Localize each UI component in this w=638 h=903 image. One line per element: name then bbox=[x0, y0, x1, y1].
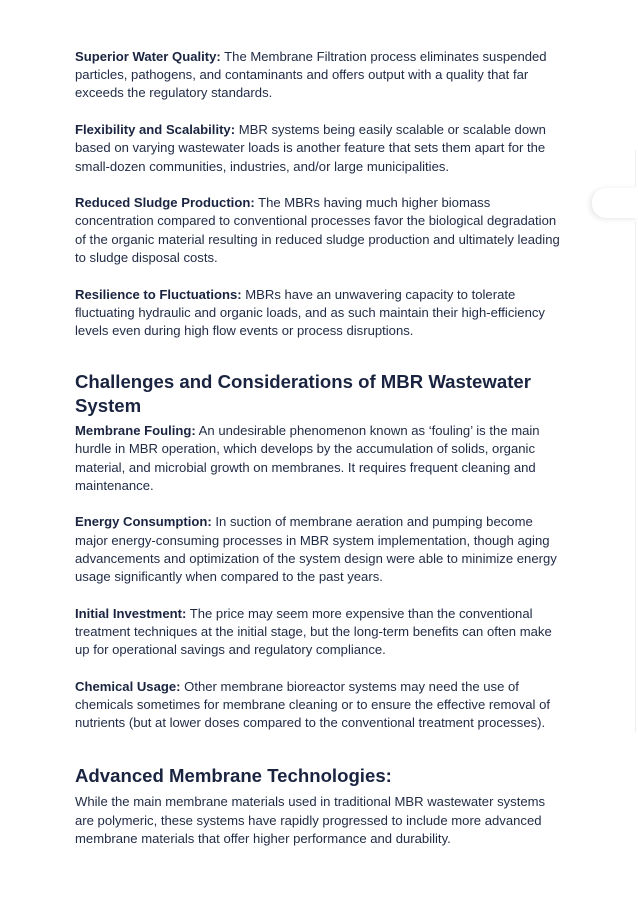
challenge-membrane-fouling bbox=[75, 422, 567, 495]
benefit-text: The Membrane Filtration process eliminates suspended particles, pathogens, and contaminants and offers output with a quality that far exceeds the regulatory standards. bbox=[75, 49, 547, 101]
benefit-reduced-sludge bbox=[75, 194, 567, 267]
benefit-title: Superior Water Quality: bbox=[75, 49, 221, 64]
challenge-text: Other membrane bioreactor systems may need the use of chemicals sometimes for membrane cleaning or to ensure the effective removal of nutrients (but at lower doses compared to the conventional treatment processes). bbox=[75, 678, 550, 731]
challenge-title: Membrane Fouling: bbox=[75, 423, 196, 439]
benefit-title: Resilience to Fluctuations: bbox=[75, 286, 242, 302]
challenge-text: In suction of membrane aeration and pumping become major energy-consuming processes in MBR system implementation, though aging advancements and optimization of the system design were able to minimize energy usage significantly when compared to the past years. bbox=[75, 514, 557, 585]
advanced-heading: Advanced Membrane Technologies: bbox=[75, 765, 392, 787]
benefit-text: MBR systems being easily scalable or scalable down based on varying wastewater loads is another feature that sets them apart for the small-dozen communities, industries, and/or large municipalities. bbox=[75, 122, 546, 174]
challenge-chemical-usage bbox=[75, 678, 567, 733]
benefit-text: The MBRs having much higher biomass concentration compared to conventional processes favor the biological degradation of the organic material resulting in reduced sludge production and ultimately leading to sludge disposal costs. bbox=[75, 195, 560, 265]
article-content bbox=[75, 48, 567, 867]
challenge-text: An undesirable phenomenon known as ‘fouling’ is the main hurdle in MBR operation, which develops by the accumulation of solids, organic material, and microbial growth on membranes. It requires frequent cleaning and maintenance. bbox=[75, 423, 540, 493]
challenges-heading: Challenges and Considerations of MBR Wastewater System bbox=[75, 371, 531, 417]
benefit-text: MBRs have an unwavering capacity to tolerate fluctuating hydraulic and organic loads, and as such maintain their high-efficiency levels even during high flow events or process disruptions. bbox=[75, 286, 545, 338]
benefit-title: Reduced Sludge Production: bbox=[75, 195, 255, 211]
benefit-superior-water-quality bbox=[75, 48, 567, 103]
advanced-paragraph: While the main membrane materials used in traditional MBR wastewater systems are polymeric, these systems have rapidly progressed to include more advanced membrane materials that offer higher performance and durability. bbox=[75, 794, 546, 846]
benefit-title: Flexibility and Scalability: bbox=[75, 122, 236, 138]
challenge-title: Energy Consumption: bbox=[75, 514, 212, 530]
edge-divider bbox=[635, 150, 636, 186]
benefit-resilience bbox=[75, 286, 567, 341]
benefit-flexibility-scalability bbox=[75, 121, 567, 176]
challenge-text: The price may seem more expensive than the conventional treatment techniques at the initial stage, but the long-term benefits can often make up for operational savings and regulatory compliance. bbox=[75, 605, 552, 658]
challenge-title: Initial Investment: bbox=[75, 605, 187, 621]
challenge-title: Chemical Usage: bbox=[75, 678, 181, 694]
challenge-initial-investment bbox=[75, 605, 567, 660]
challenge-energy-consumption bbox=[75, 513, 567, 586]
side-tab-handle[interactable] bbox=[592, 188, 638, 218]
edge-divider bbox=[635, 222, 636, 732]
